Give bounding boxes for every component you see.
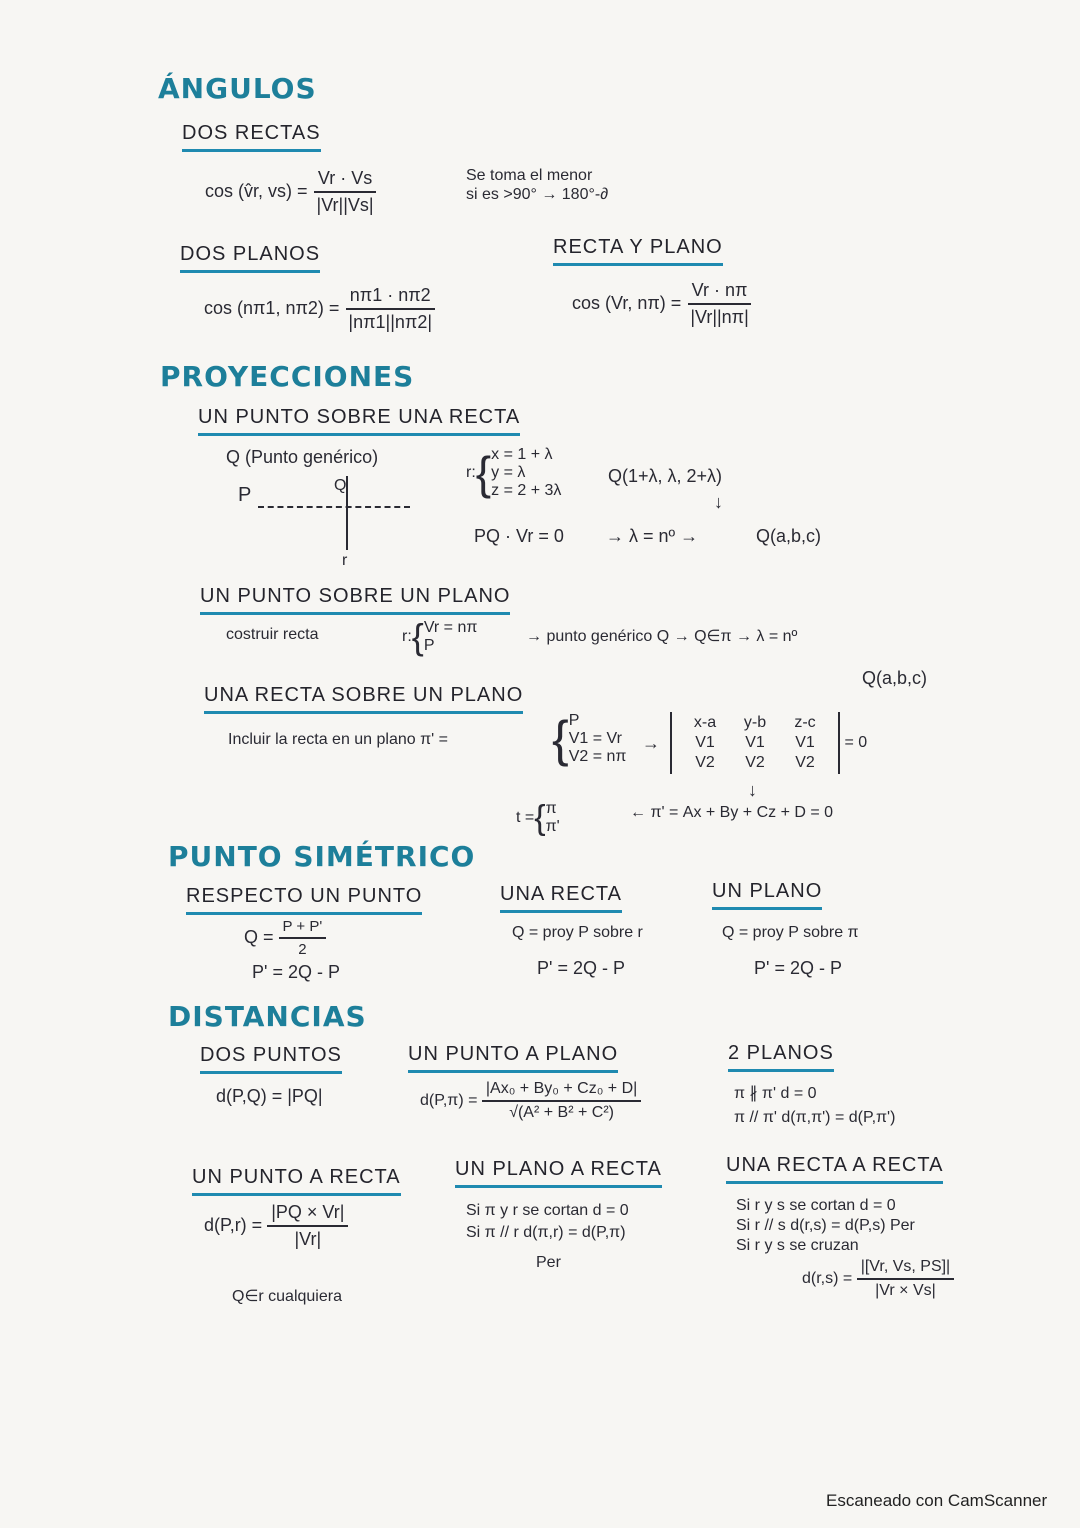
auxiliary-plane-eq: ← π' = Ax + By + Cz + D = 0	[630, 804, 834, 821]
heading-punto-sobre-plano: UN PUNTO SOBRE UN PLANO	[200, 585, 510, 615]
formula-numerator: |Ax₀ + By₀ + Cz₀ + D|	[482, 1080, 641, 1102]
heading-un-plano: UN PLANO	[712, 880, 822, 910]
eq-lhs: t =	[516, 809, 535, 827]
section-title-angulos: ÁNGULOS	[158, 72, 317, 105]
point-q-label: Q	[334, 477, 347, 494]
symmetric-point-formula: P' = 2Q - P	[252, 962, 340, 982]
formula-numerator: P + P'	[279, 918, 327, 939]
formula-denominator: |Vr||Vs|	[316, 195, 374, 215]
formula-numerator: Vr · nπ	[688, 280, 752, 305]
case-line: Per	[536, 1254, 561, 1271]
formula-numerator: nπ1 · nπ2	[346, 285, 435, 310]
heading-punto-a-recta: UN PUNTO A RECTA	[192, 1166, 401, 1196]
matrix-cell: V2	[695, 754, 715, 771]
heading-recta-y-plano: RECTA Y PLANO	[553, 236, 723, 266]
case-line: Si π y r se cortan d = 0	[466, 1202, 629, 1219]
distance-line-line	[802, 1258, 954, 1300]
section-title-distancias: DISTANCIAS	[168, 1000, 367, 1033]
heading-2-planos: 2 PLANOS	[728, 1042, 834, 1072]
line-r-parametric: r:{ x = 1 + λ y = λ z = 2 + 3λ	[466, 446, 562, 499]
right-arrow-icon: →	[642, 733, 660, 753]
note-angle-min	[466, 166, 608, 204]
section-title-proyecciones: PROYECCIONES	[160, 360, 415, 393]
case-line: Si r y s se cruzan	[736, 1237, 859, 1254]
projection-chain: → punto genérico Q → Q∈π → λ = nº	[526, 628, 798, 645]
formula-denominator: 2	[298, 941, 307, 958]
heading-punto-sobre-recta: UN PUNTO SOBRE UNA RECTA	[198, 406, 520, 436]
eq-point: P	[568, 712, 580, 729]
formula-numerator: |[Vr, Vs, PS]|	[857, 1258, 955, 1280]
note-line: Se toma el menor	[466, 167, 593, 184]
lambda-arrow: → λ = nº →	[606, 526, 699, 546]
dot-product-eq: PQ · Vr = 0	[474, 526, 564, 546]
matrix-cell: x-a	[693, 714, 717, 731]
eq-vector: Vr = nπ	[423, 619, 478, 636]
section-title-simetrico: PUNTO SIMÉTRICO	[168, 840, 476, 873]
eq-v1: V1 = Vr	[568, 730, 622, 747]
formula-denominator: |Vr||nπ|	[690, 307, 749, 327]
matrix-cell: V1	[795, 734, 815, 751]
matrix-cell: V2	[795, 754, 815, 771]
generic-point-label: Q (Punto genérico)	[226, 447, 379, 467]
midpoint-formula	[244, 918, 326, 958]
build-line-text: costruir recta	[226, 626, 319, 643]
down-arrow-icon: ↓	[714, 492, 723, 512]
matrix-cell: V2	[745, 754, 765, 771]
distance-plane-line	[466, 1200, 629, 1274]
heading-una-recta: UNA RECTA	[500, 883, 622, 913]
distance-two-planes	[734, 1082, 895, 1130]
eq-x: x = 1 + λ	[491, 446, 553, 463]
heading-plano-a-recta: UN PLANO A RECTA	[455, 1158, 662, 1188]
case-line: π // π' d(π,π') = d(P,π')	[734, 1109, 896, 1126]
note-line: si es >90° → 180°-∂	[466, 186, 609, 203]
formula-denominator: |Vr × Vs|	[875, 1282, 936, 1299]
matrix-cell: z-c	[794, 714, 816, 731]
formula-angle-two-planes	[204, 285, 436, 333]
formula-numerator: |PQ × Vr|	[267, 1202, 348, 1227]
determinant	[670, 712, 867, 774]
matrix-cell: V1	[745, 734, 765, 751]
symmetric-point-formula: P' = 2Q - P	[537, 958, 625, 978]
formula-lhs: cos (nπ1, nπ2) =	[204, 297, 340, 318]
intersection-line: t ={ π π'	[516, 799, 560, 837]
projection-dashed-line	[258, 506, 410, 508]
projected-point: Q(a,b,c)	[756, 526, 822, 546]
eq-v2: V2 = nπ	[568, 748, 627, 765]
formula-angle-two-lines	[205, 168, 378, 216]
formula-denominator: |nπ1||nπ2|	[348, 312, 433, 332]
eq-y: y = λ	[491, 464, 526, 481]
eq-point: P	[423, 637, 435, 654]
projection-onto-plane: Q = proy P sobre π	[722, 924, 859, 941]
formula-angle-line-plane	[572, 280, 753, 328]
formula-denominator: √(A² + B² + C²)	[509, 1104, 614, 1121]
formula-lhs: cos (v̂r, vs) =	[205, 180, 308, 201]
projected-point-plane: Q(a,b,c)	[862, 668, 928, 688]
heading-dos-puntos: DOS PUNTOS	[200, 1044, 342, 1074]
symmetric-point-formula: P' = 2Q - P	[754, 958, 842, 978]
include-line-text: Incluir la recta en un plano π' =	[228, 731, 448, 748]
matrix-cell: V1	[695, 734, 715, 751]
distance-line-line-cases	[736, 1196, 915, 1256]
formula-numerator: Vr · Vs	[314, 168, 376, 193]
distance-two-points: d(P,Q) = |PQ|	[216, 1086, 323, 1106]
normal-line-def: r:{ Vr = nπ P	[402, 616, 478, 657]
distance-point-plane	[420, 1080, 641, 1122]
case-line: Si π // r d(π,r) = d(P,π)	[466, 1224, 626, 1241]
eq-plane-prime: π'	[545, 818, 560, 835]
formula-lhs: d(P,r) =	[204, 1214, 263, 1235]
heading-dos-rectas: DOS RECTAS	[182, 122, 321, 152]
heading-respecto-punto: RESPECTO UN PUNTO	[186, 885, 422, 915]
formula-lhs: Q =	[244, 926, 274, 947]
down-arrow-icon: ↓	[748, 780, 757, 800]
formula-lhs: d(P,π) =	[420, 1092, 478, 1110]
determinant-equals: = 0	[844, 734, 868, 752]
case-line: Si r y s se cortan d = 0	[736, 1197, 896, 1214]
heading-dos-planos: DOS PLANOS	[180, 243, 320, 273]
heading-punto-a-plano: UN PUNTO A PLANO	[408, 1043, 618, 1073]
formula-lhs: d(r,s) =	[802, 1270, 853, 1288]
any-point-note: Q∈r cualquiera	[232, 1288, 342, 1305]
eq-lhs: r:	[402, 628, 412, 646]
formula-denominator: |Vr|	[294, 1229, 322, 1249]
line-r-label: r	[342, 552, 348, 569]
eq-lhs: r:	[466, 464, 476, 482]
formula-lhs: cos (Vr, nπ) =	[572, 292, 682, 313]
generic-point-q: Q(1+λ, λ, 2+λ)	[608, 466, 723, 486]
eq-plane: π	[545, 800, 557, 817]
point-p-label: P	[238, 484, 252, 506]
case-line: Si r // s d(r,s) = d(P,s) Per	[736, 1217, 915, 1234]
matrix-cell: y-b	[743, 714, 767, 731]
heading-recta-sobre-plano: UNA RECTA SOBRE UN PLANO	[204, 684, 523, 714]
projection-onto-line: Q = proy P sobre r	[512, 924, 643, 941]
heading-recta-a-recta: UNA RECTA A RECTA	[726, 1154, 943, 1184]
distance-point-line	[204, 1202, 348, 1250]
eq-z: z = 2 + 3λ	[491, 482, 562, 499]
scanner-watermark: Escaneado con CamScanner	[826, 1491, 1048, 1510]
auxiliary-plane-def: { P V1 = Vr V2 = nπ	[552, 711, 627, 767]
case-line: π ∦ π' d = 0	[734, 1085, 817, 1102]
